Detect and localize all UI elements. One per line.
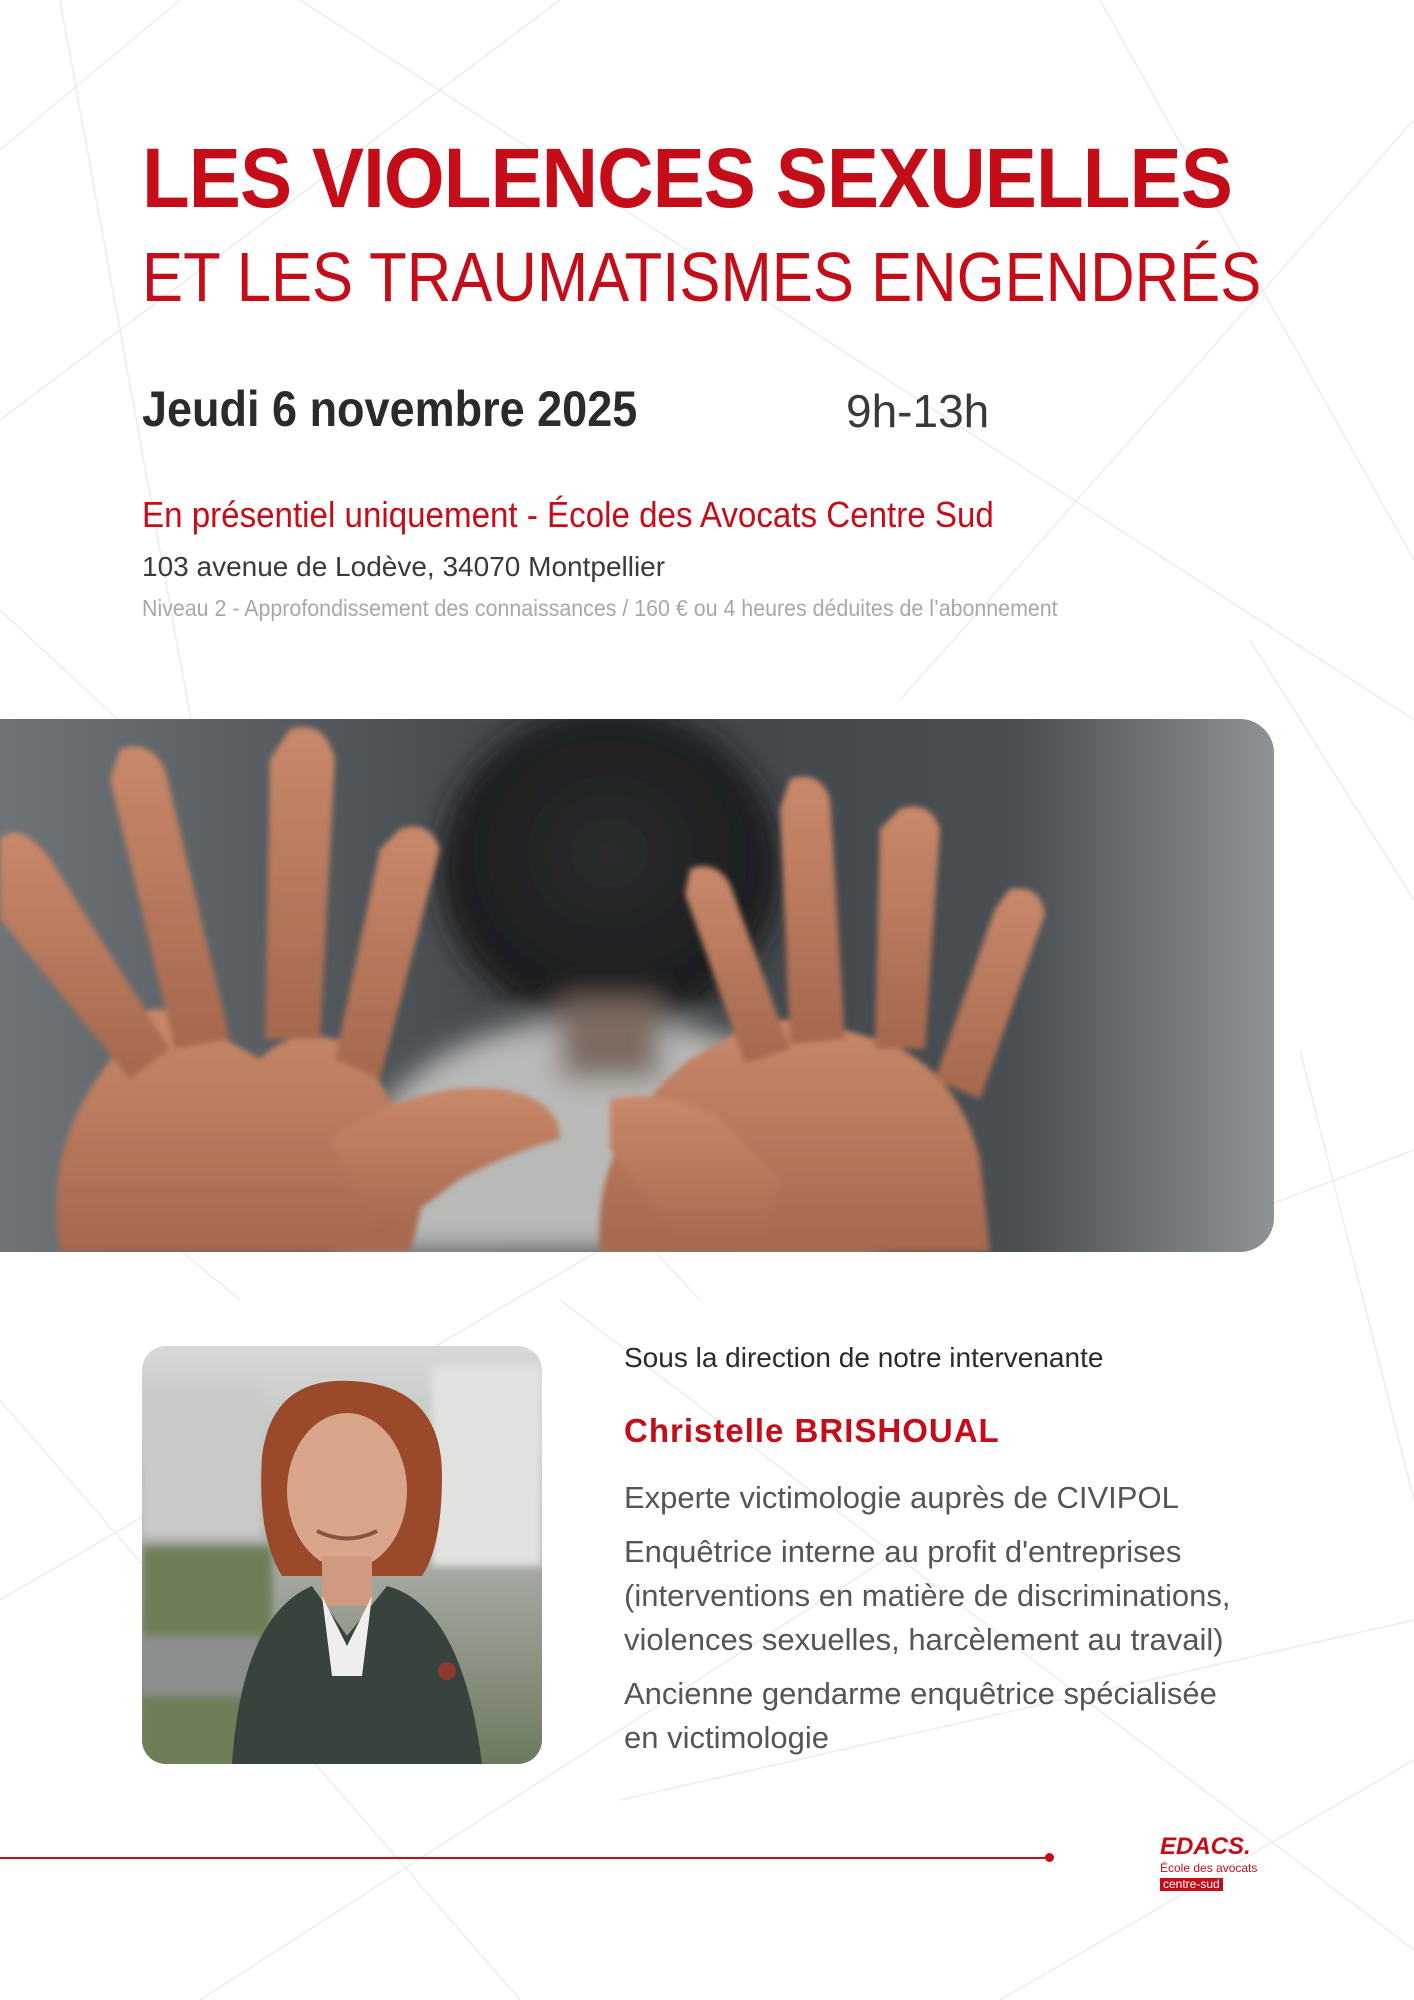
event-time: 9h-13h — [846, 385, 990, 437]
bio-item: Enquêtrice interne au profit d'entreprises (interventions en matière de discriminations, violences sexuelles, harcèlement au travail) — [624, 1534, 1231, 1657]
logo-tagline: École des avocats — [1160, 1861, 1258, 1875]
course-level-price: Niveau 2 - Approfondissement des connaissances / 160 € ou 4 heures déduites de l’abonnement — [142, 595, 1058, 621]
page-subtitle: ET LES TRAUMATISMES ENGENDRÉS — [142, 238, 1262, 316]
logo-wordmark: EDACS. — [1160, 1833, 1251, 1860]
speaker-name: Christelle BRISHOUAL — [624, 1412, 1000, 1449]
speaker-portrait-photo-icon — [142, 1346, 542, 1764]
page-title: LES VIOLENCES SEXUELLES — [142, 131, 1232, 225]
footer-divider-dot — [1045, 1853, 1054, 1862]
venue-name: École des Avocats Centre Sud — [547, 494, 994, 535]
raised-hands-photo-icon — [0, 719, 1274, 1252]
speaker-intro: Sous la direction de notre intervenante — [624, 1342, 1104, 1373]
edacs-logo — [1160, 1835, 1290, 1893]
footer-divider — [0, 1857, 1050, 1859]
venue-address: 103 avenue de Lodève, 34070 Montpellier — [142, 551, 666, 582]
logo-tagline-highlight: centre-sud — [1160, 1878, 1223, 1891]
venue-separator: - — [517, 494, 548, 535]
speaker-portrait — [142, 1346, 542, 1764]
event-date: Jeudi 6 novembre 2025 — [142, 381, 638, 437]
speaker-bio-list — [624, 1476, 1324, 1770]
bio-item: Ancienne gendarme enquêtrice spécialisée en victimologie — [624, 1676, 1217, 1755]
attendance-mode: En présentiel uniquement — [142, 494, 518, 535]
bio-item: Experte victimologie auprès de CIVIPOL — [624, 1480, 1179, 1515]
hero-image — [0, 719, 1274, 1252]
event-venue-line — [142, 494, 994, 536]
